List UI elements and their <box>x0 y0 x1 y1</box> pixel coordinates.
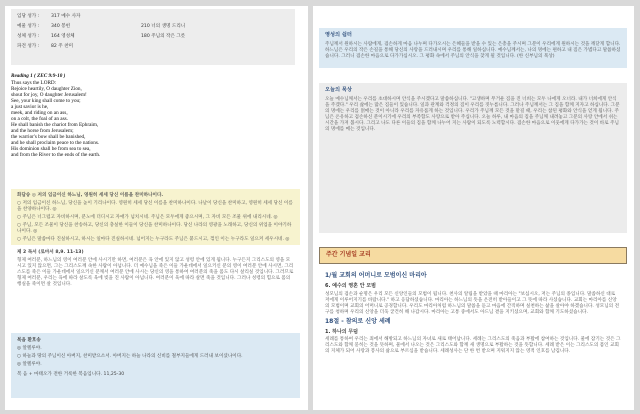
reading-2-head: 제 2 독서 (로마서 8,9. 11-13) <box>17 250 84 255</box>
reading-1-line: and from the River to the ends of the earth. <box>11 151 101 158</box>
hymn-value: 317 예수 사자 <box>51 14 81 19</box>
psalm-box <box>11 189 300 245</box>
doctrine-body-1: 성모님의 겸손과 순명은 우리 모든 신앙인들의 모범이 됩니다. 천사의 알림을 받았을 때 마리아는 "보십시오, 저는 주님의 종입니다. 말씀하신 대로 저에게 이루어지기를 바랍니다." 하고 응답하셨습니다. 마리아는 하느님의 뜻을 온전히 받아들이고 그 뜻에 따라 사셨습니다. 교회는 마리아를 신앙의 모범이며 교회의 어머니로 공경합니다. 우리도 마리아처럼 하느님의 말씀을 듣고 마음에 간직하며 실천하는 삶을 살아야 하겠습니다. 성모님의 전구를 청하며 우리의 신앙을 더욱 굳건히 해 나갑시다. 마리아는 고통 중에서도 아드님 곁을 지키셨으며, 교회와 함께 기도하셨습니다. <box>325 291 620 315</box>
hymn-value: 82 주 찬미 <box>51 44 74 50</box>
spirit-body: 주님께서 원하시는 사람에게, 겸손하게 마음 나누며 다가오시는 은혜들을 받을 수 있는 은총을 주시며 그분이 우리에게 원하시는 것을 깨닫게 합니다. 하느님은 우리의 작은 손길을 통해 당신의 사랑을 드러내시며 우리를 통해 일하십니다. 예수님께서는, 나의 멍에는 편하고 내 짐은 가볍다고 말씀하셨습니다. 그러니 겸손한 마음으로 다가가십시오. 그 평화 속에서 주님의 안식을 찾게 될 것입니다. (한 신부님의 묵상) <box>325 41 621 59</box>
reading-1-line: a just savior is he, <box>11 103 49 110</box>
hymn-row <box>17 24 289 30</box>
doctrine-heading-1: 1/월 교회의 어머니로 모범이신 마리아 <box>325 272 427 279</box>
meditation-box <box>319 83 627 233</box>
gospel-line: ○ 하늘과 땅의 주님이신 아버지, 찬미받으소서. 아버지는 하늘 나라의 신비를 철부지들에게 드러내 보이셨나이다. <box>17 354 243 360</box>
reading-2 <box>11 248 300 318</box>
reading-1-line: and the horse from Jerusalem; <box>11 127 74 134</box>
reading-2-body: 형제 여러분, 하느님의 영이 여러분 안에 사시기만 하면, 여러분은 육 안에 있지 않고 성령 안에 있게 됩니다. 누구든지 그리스도의 영을 모시고 있지 않으면, 그는 그리스도께 속한 사람이 아닙니다. 더 예수님을 죽은 이들 가운데에서 일으키신 분의 영이 여러분 안에 사시면, 그리스도를 죽은 이들 가운데에서 일으키신 분께서 여러분 안에 사시는 당신의 영을 통하여 여러분의 죽을 몸도 다시 살리실 것입니다. 그러므로 형제 여러분, 우리는 육에 따라 살도록 육에 빚을 진 사람이 아닙니다. 여러분이 육에 따라 살면 죽을 것입니다. 그러나 성령의 힘으로 몸의 행실을 죽이면 살 것입니다. <box>17 258 294 288</box>
reading-1-line: the warrior's bow shall be banished, <box>11 133 86 140</box>
reading-1-line: His dominion shall be from sea to sea, <box>11 145 91 152</box>
psalm-line: ○ 주님은 말씀마다 진실하시고, 하시는 일마다 진실하시네. 넘어지는 누구라도 주님은 붙드시고, 꺾인 이는 누구라도 일으켜 세우시네. ◎ <box>17 237 290 243</box>
hymn-row <box>17 34 289 40</box>
doctrine-body-2: 세례를 통하여 우리는 죄에서 해방되고 하느님의 자녀로 새로 태어납니다. 세례는 그리스도의 죽음과 부활에 참여하는 것입니다. 물에 잠기는 것은 그리스도와 함께 묻히는 것을 뜻하며, 물에서 나오는 것은 그리스도와 함께 새 생명으로 부활하는 것을 뜻합니다. 세례 받은 이는 그리스도의 몸인 교회의 지체가 되어 사랑과 봉사의 삶으로 부르심을 받습니다. 세례성사는 단 한 번 받으며 지워지지 않는 영적 인호를 남깁니다. <box>325 337 621 355</box>
gospel-foot: 복 음 + 마태오가 전한 거룩한 복음입니다. 11,25-30 <box>17 372 125 378</box>
reading-1-line: and he shall proclaim peace to the nations. <box>11 139 100 146</box>
reading-1-line: on a colt, the foal of an ass. <box>11 115 68 122</box>
doctrine-subheading-2: 1. 하나의 무덤 <box>325 328 359 335</box>
hymn-row <box>17 14 289 20</box>
reading-1-title: Reading 1 ( ZEC 9:9-10 ) <box>11 73 66 79</box>
spirit-box <box>319 28 627 68</box>
hymn-value: 340 봉헌 <box>51 24 71 30</box>
psalm-line: ○ 주님, 모든 조물이 당신을 찬송하고, 당신의 충실한 이들이 당신을 찬미하나이다. 당신 나라의 영광을 노래하고, 당신의 위업을 이야기하나이다. ◎ <box>17 223 292 235</box>
hymn-note <box>141 14 251 20</box>
hymn-kind: 입당 성가 : <box>17 14 40 19</box>
reading-1-line: Rejoice heartily, O daughter Zion, <box>11 85 82 92</box>
hymn-kind: 파견 성가 : <box>17 44 40 50</box>
gospel-line: ◎ 알렐루야. <box>17 362 42 368</box>
hymn-kind: 성체 성가 : <box>17 34 40 40</box>
gospel-box <box>11 333 300 398</box>
hymn-value: 164 영성체 <box>51 34 75 40</box>
gospel-line: ◎ 알렐루야. <box>17 346 42 352</box>
hymn-row <box>17 44 289 50</box>
reading-1 <box>11 74 291 159</box>
hymn-note: 210 너의 생명 드리니 <box>141 24 186 30</box>
meditation-body: 오늘 예수님께서는 우리를 초대하시며 안식을 주시겠다고 말씀하십니다. "고생하며 무거운 짐을 진 너희는 모두 나에게 오너라. 내가 너희에게 안식을 주겠다." 우리 삶에는 많은 짐들이 있습니다. 일과 관계와 걱정의 짐이 우리를 짓누릅니다. 그러나 주님께서는 그 짐을 함께 지자고 하십니다. 그분의 멍에는 우리를 얽매는 것이 아니라 우리를 자유롭게 하는 것입니다. 우리가 주님께 모든 것을 맡길 때, 우리는 참된 평화와 안식을 얻게 됩니다. 주님은 온유하고 겸손하신 분이시기에 우리의 부족함도 사랑으로 받아 주십니다. 오늘 하루, 내 마음의 짐을 주님께 내려놓고 그분의 사랑 안에서 쉬는 시간을 가져 봅시다. 그리고 나도 다른 이들의 짐을 함께 나누어 지는 사람이 되도록 노력합시다. 겸손한 마음으로 이웃에게 다가가는 것이 바로 주님의 멍에를 메는 것입니다. <box>325 96 620 133</box>
right-page <box>313 6 634 410</box>
hymn-box <box>11 9 295 65</box>
hymn-kind: 예물 성가 : <box>17 24 40 30</box>
psalm-line: ○ 저의 임금이신 하느님, 당신을 높이 기리나이다. 영원히 세세 당신 이름을 찬미하나이다. 나날이 당신을 찬미하고, 영원히 세세 당신 이름을 찬양하나이다. ◎ <box>17 201 293 213</box>
doctrine-heading-2: 18절 - 참의로 신앙 세례 <box>325 317 391 325</box>
section-bar: 주간 기념일 교리 <box>319 247 627 264</box>
gospel-head: 복음 환호송 <box>17 338 41 343</box>
left-page <box>5 6 308 410</box>
spirit-title: 영성의 쉼터 <box>325 32 352 38</box>
doctrine-section <box>319 268 627 408</box>
hymn-note: 180 주님의 작은 그릇 <box>141 34 186 40</box>
reading-1-line: meek, and riding on an ass, <box>11 109 68 116</box>
doctrine-subheading-1: 6. 예수의 영혼 안 모범 <box>325 282 376 289</box>
reading-1-line: He shall banish the chariot from Ephraim, <box>11 121 99 128</box>
meditation-title: 오늘의 묵상 <box>325 87 352 93</box>
reading-1-line: See, your king shall come to you; <box>11 97 81 104</box>
psalm-head: 화답송 ◎ 저의 임금이신 하느님, 영원히 세세 당신 이름을 찬미하나이다. <box>17 193 164 198</box>
reading-1-line: shout for joy, O daughter Jerusalem! <box>11 91 87 98</box>
hymn-note <box>141 44 251 50</box>
reading-1-line: Thus says the LORD: <box>11 79 57 86</box>
psalm-line: ○ 주님은 너그럽고 자비하시며, 분노에 더디시고 자애가 넘치시네. 주님은 모두에게 좋으시며, 그 자비 모든 조물 위에 내리시네. ◎ <box>17 215 278 221</box>
